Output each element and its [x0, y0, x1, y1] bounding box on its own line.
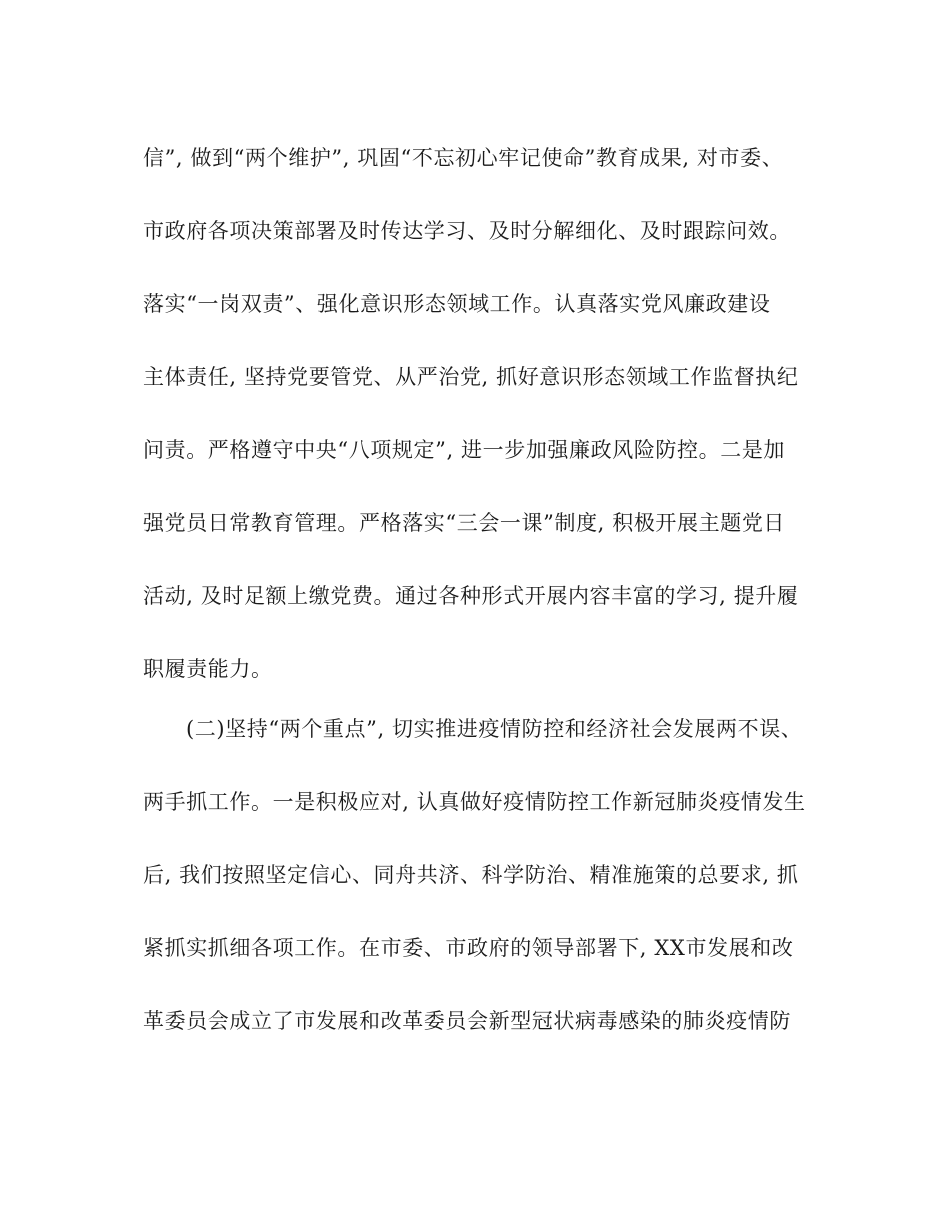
section-heading-line: (二)坚持“两个重点”, 切实推进疫情防控和经济社会发展两不误、 [186, 717, 803, 741]
paragraph-line: 活动, 及时足额上缴党费。通过各种形式开展内容丰富的学习, 提升履 [143, 584, 799, 608]
paragraph-line: 主体责任, 坚持党要管党、从严治党, 抓好意识形态领域工作监督执纪 [143, 365, 799, 389]
paragraph-line: 问责。严格遵守中央“八项规定”, 进一步加强廉政风险防控。二是加 [143, 438, 786, 462]
paragraph-line: 强党员日常教育管理。严格落实“三会一课”制度, 积极开展主题党日 [143, 511, 786, 535]
paragraph-line: 后, 我们按照坚定信心、同舟共济、科学防治、精准施策的总要求, 抓 [143, 863, 799, 887]
paragraph-line: 两手抓工作。一是积极应对, 认真做好疫情防控工作新冠肺炎疫情发生 [143, 790, 806, 814]
paragraph-line: 信”, 做到“两个维护”, 巩固“不忘初心牢记使命”教育成果, 对市委、 [143, 146, 784, 170]
paragraph-line: 紧抓实抓细各项工作。在市委、市政府的领导部署下, XX市发展和改 [143, 936, 794, 960]
paragraph-line: 职履责能力。 [143, 657, 273, 681]
paragraph-line: 市政府各项决策部署及时传达学习、及时分解细化、及时跟踪问效。 [143, 219, 791, 243]
paragraph-line: 落实“一岗双责”、强化意识形态领域工作。认真落实党风廉政建设 [143, 292, 771, 316]
paragraph-line: 革委员会成立了市发展和改革委员会新型冠状病毒感染的肺炎疫情防 [143, 1009, 791, 1033]
